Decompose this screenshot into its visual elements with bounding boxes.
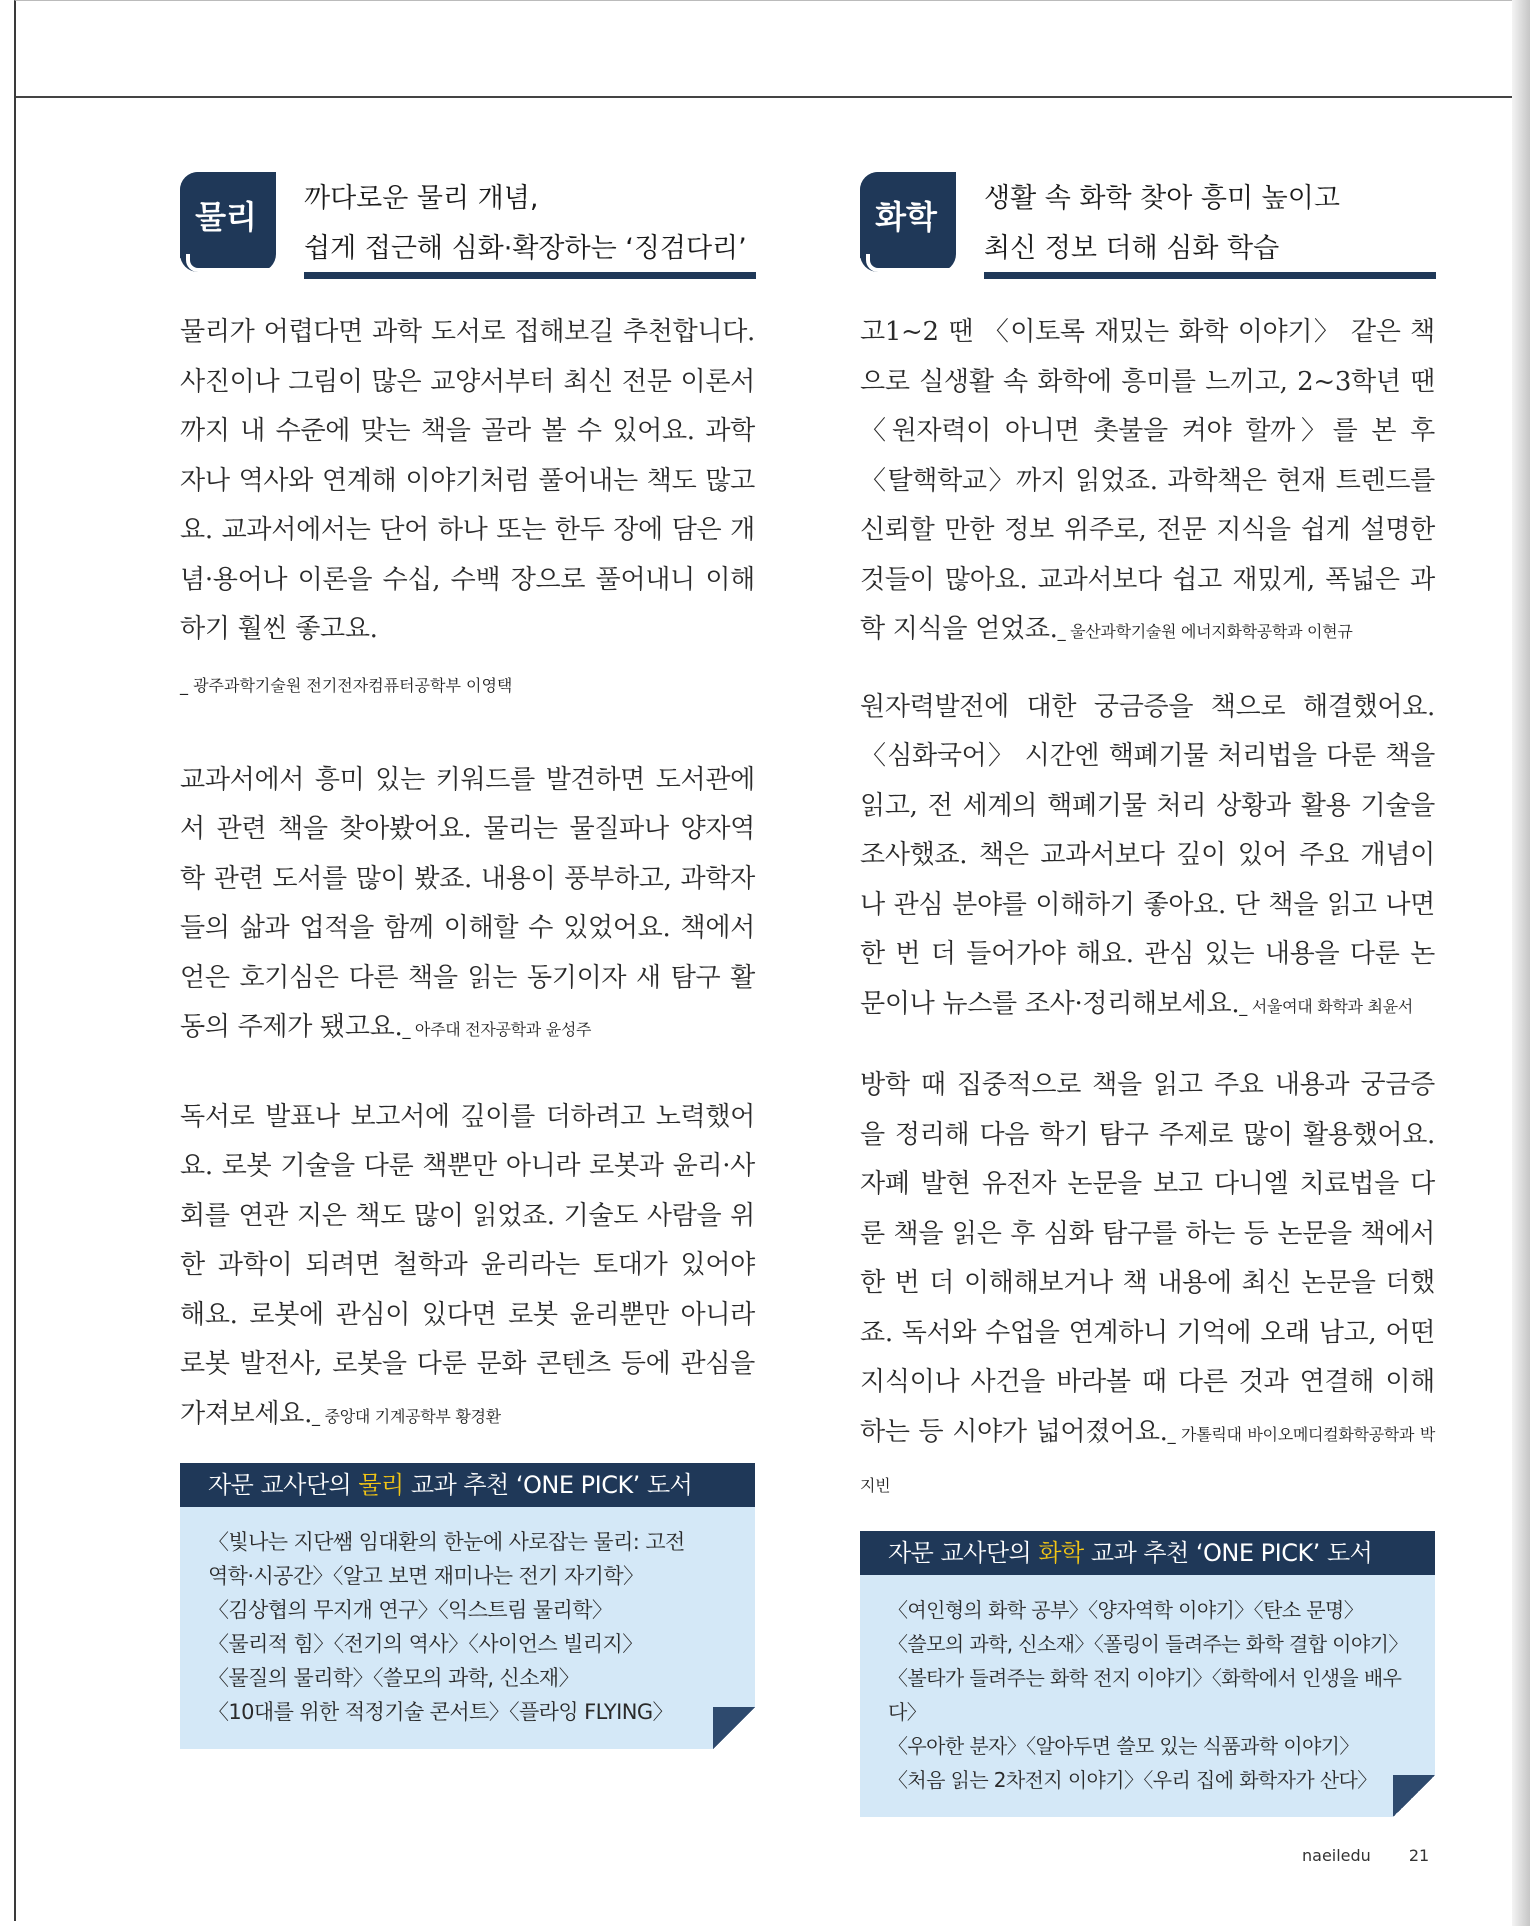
testimonial-credit: _ 광주과학기술원 전기전자컴퓨터공학부 이영택 [180,675,513,695]
book-list-line: 〈물질의 물리학〉〈쓸모의 과학, 신소재〉 [208,1666,580,1690]
chemistry-book-list [860,1575,1435,1817]
chemistry-headline-line-1: 생활 속 화학 찾아 흥미 높이고 [984,183,1340,214]
page-fold-shadow [713,1707,755,1749]
page-number: 21 [1408,1846,1430,1865]
page-footer [1302,1846,1429,1865]
testimonial-text: 물리가 어렵다면 과학 도서로 접해보길 추천합니다. 사진이나 그림이 많은 교양서부터 최신 전문 이론서까지 내 수준에 맞는 책을 골라 볼 수 있어요. 과학자나 역사와 연계해 이야기처럼 풀어내는 책도 많고요. 교과서에서는 단어 하나 또는 한두 장에 담은 개념·용어나 이론을 수십, 수백 장으로 풀어내니 이해하기 훨씬 좋고요. [180,317,755,644]
book-list-line: 〈물리적 힘〉〈전기의 역사〉〈사이언스 빌리지〉 [208,1632,643,1656]
chemistry-badge [860,172,956,272]
book-list-line: 〈여인형의 화학 공부〉〈양자역학 이야기〉〈탄소 문명〉 [888,1597,1364,1622]
physics-book-list [180,1507,755,1749]
book-list-line: 〈쓸모의 과학, 신소재〉〈폴링이 들려주는 화학 결합 이야기〉 [888,1631,1408,1656]
book-list-line: 〈김상협의 무지개 연구〉〈익스트림 물리학〉 [208,1598,613,1622]
physics-badge-label: 물리 [180,172,272,258]
testimonial-body: 교과서에서 흥미 있는 키워드를 발견하면 도서관에서 관련 책을 찾아봤어요. 물리는 물질파나 양자역학 관련 도서를 많이 봤죠. 내용이 풍부하고, 과학자들의 삶과 업적을 함께 이해할 수 있었어요. 책에서 얻은 호기심은 다른 책을 읽는 동기이자 새 탐구 활동의 주제가 됐고요. [180,764,755,1042]
testimonial-credit: _ 중앙대 기계공학부 황경환 [312,1406,501,1426]
page-edge-shadow [1512,0,1530,1926]
chemistry-column [860,172,1435,1817]
chemistry-one-pick-title [860,1531,1435,1575]
testimonial-credit: _ 울산과학기술원 에너지화학공학과 이현규 [1057,622,1353,641]
badge-curl-decoration [866,254,958,272]
physics-headline [304,174,756,274]
chemistry-header [860,172,1435,280]
book-list-line: 〈우아한 분자〉〈알아두면 쓸모 있는 식품과학 이야기〉 [888,1733,1359,1758]
testimonial-credit: _ 가톨릭대 바이오메디컬화학공학과 박지빈 [860,1424,1435,1495]
physics-testimonial-3 [180,1093,755,1442]
physics-one-pick-box [180,1463,755,1749]
physics-column [180,172,755,1749]
pick-title-subject: 화학 [1038,1538,1084,1567]
chemistry-one-pick-box [860,1531,1435,1817]
chemistry-headline [984,174,1436,274]
pick-title-subject: 물리 [358,1471,404,1499]
testimonial-text [180,756,755,1055]
physics-headline-line-2: 쉽게 접근해 심화·확장하는 ‘징검다리’ [304,233,747,264]
book-list-line: 〈볼타가 들려주는 화학 전지 이야기〉〈화학에서 인생을 배우다〉 [888,1665,1402,1724]
badge-curl-decoration [186,254,278,272]
chemistry-headline-line-2: 최신 정보 더해 심화 학습 [984,233,1280,264]
testimonial-text [180,1093,755,1442]
pick-title-prefix: 자문 교사단의 [208,1471,359,1499]
testimonial-text [860,1061,1435,1511]
testimonial-text [860,683,1435,1032]
footer-brand: naeiledu [1302,1846,1371,1865]
pick-title-suffix: 교과 추천 ‘ONE PICK’ 도서 [403,1471,693,1499]
book-list-line: 〈10대를 위한 적정기술 콘서트〉〈플라잉 FLYING〉 [208,1700,673,1724]
physics-badge [180,172,276,272]
chemistry-testimonial-2 [860,683,1435,1032]
book-list-line: 역학·시공간〉〈알고 보면 재미나는 전기 자기학〉 [208,1564,644,1588]
testimonial-text [860,308,1435,657]
pick-title-prefix: 자문 교사단의 [888,1538,1039,1567]
physics-one-pick-title [180,1463,755,1507]
top-rule [16,96,1512,98]
physics-headline-rule [304,272,756,279]
chemistry-testimonial-1 [860,308,1435,657]
physics-headline-line-1: 까다로운 물리 개념, [304,183,539,214]
testimonial-body: 원자력발전에 대한 궁금증을 책으로 해결했어요. 〈심화국어〉 시간엔 핵폐기물 처리법을 다룬 책을 읽고, 전 세계의 핵폐기물 처리 상황과 활용 기술을 조사했죠. 책은 교과서보다 깊이 있어 주요 개념이나 관심 분야를 이해하기 좋아요. 단 책을 읽고 나면 한 번 더 들어가야 해요. 관심 있는 내용을 다룬 논문이나 뉴스를 조사·정리해보세요. [860,691,1435,1019]
book-list-line: 〈빛나는 지단쌤 임대환의 한눈에 사로잡는 물리: 고전 [208,1530,685,1554]
pick-title-suffix: 교과 추천 ‘ONE PICK’ 도서 [1083,1538,1373,1567]
book-list-line: 〈처음 읽는 2차전지 이야기〉〈우리 집에 화학자가 산다〉 [888,1767,1377,1792]
physics-header [180,172,755,280]
testimonial-credit: _ 서울여대 화학과 최윤서 [1239,996,1413,1016]
chemistry-headline-rule [984,272,1436,279]
chemistry-testimonial-3 [860,1061,1435,1511]
physics-testimonial-1 [180,308,755,696]
testimonial-credit: _ 아주대 전자공학과 윤성주 [402,1020,592,1039]
page-fold-shadow [1393,1775,1435,1817]
testimonial-body: 고1~2 땐 〈이토록 재밌는 화학 이야기〉 같은 책으로 실생활 속 화학에 흥미를 느끼고, 2~3학년 땐 〈원자력이 아니면 촛불을 켜야 할까〉를 본 후 〈탈핵학교〉까지 읽었죠. 과학책은 현재 트렌드를 신뢰할 만한 정보 위주로, 전문 지식을 쉽게 설명한 것들이 많아요. 교과서보다 쉽고 재밌게, 폭넓은 과학 지식을 얻었죠. [860,317,1435,644]
physics-testimonial-2 [180,756,755,1055]
testimonial-body: 방학 때 집중적으로 책을 읽고 주요 내용과 궁금증을 정리해 다음 학기 탐구 주제로 많이 활용했어요. 자폐 발현 유전자 논문을 보고 다니엘 치료법을 다룬 책을 읽은 후 심화 탐구를 하는 등 논문을 책에서 한 번 더 이해해보거나 책 내용에 최신 논문을 더했죠. 독서와 수업을 연계하니 기억에 오래 남고, 어떤 지식이나 사건을 바라볼 때 다른 것과 연결해 이해하는 등 시야가 넓어졌어요. [860,1070,1435,1447]
chemistry-badge-label: 화학 [860,172,952,258]
testimonial-body: 독서로 발표나 보고서에 깊이를 더하려고 노력했어요. 로봇 기술을 다룬 책뿐만 아니라 로봇과 윤리·사회를 연관 지은 책도 많이 읽었죠. 기술도 사람을 위한 과학이 되려면 철학과 윤리라는 토대가 있어야 해요. 로봇에 관심이 있다면 로봇 윤리뿐만 아니라 로봇 발전사, 로봇을 다룬 문화 콘텐츠 등에 관심을 가져보세요. [180,1101,755,1429]
